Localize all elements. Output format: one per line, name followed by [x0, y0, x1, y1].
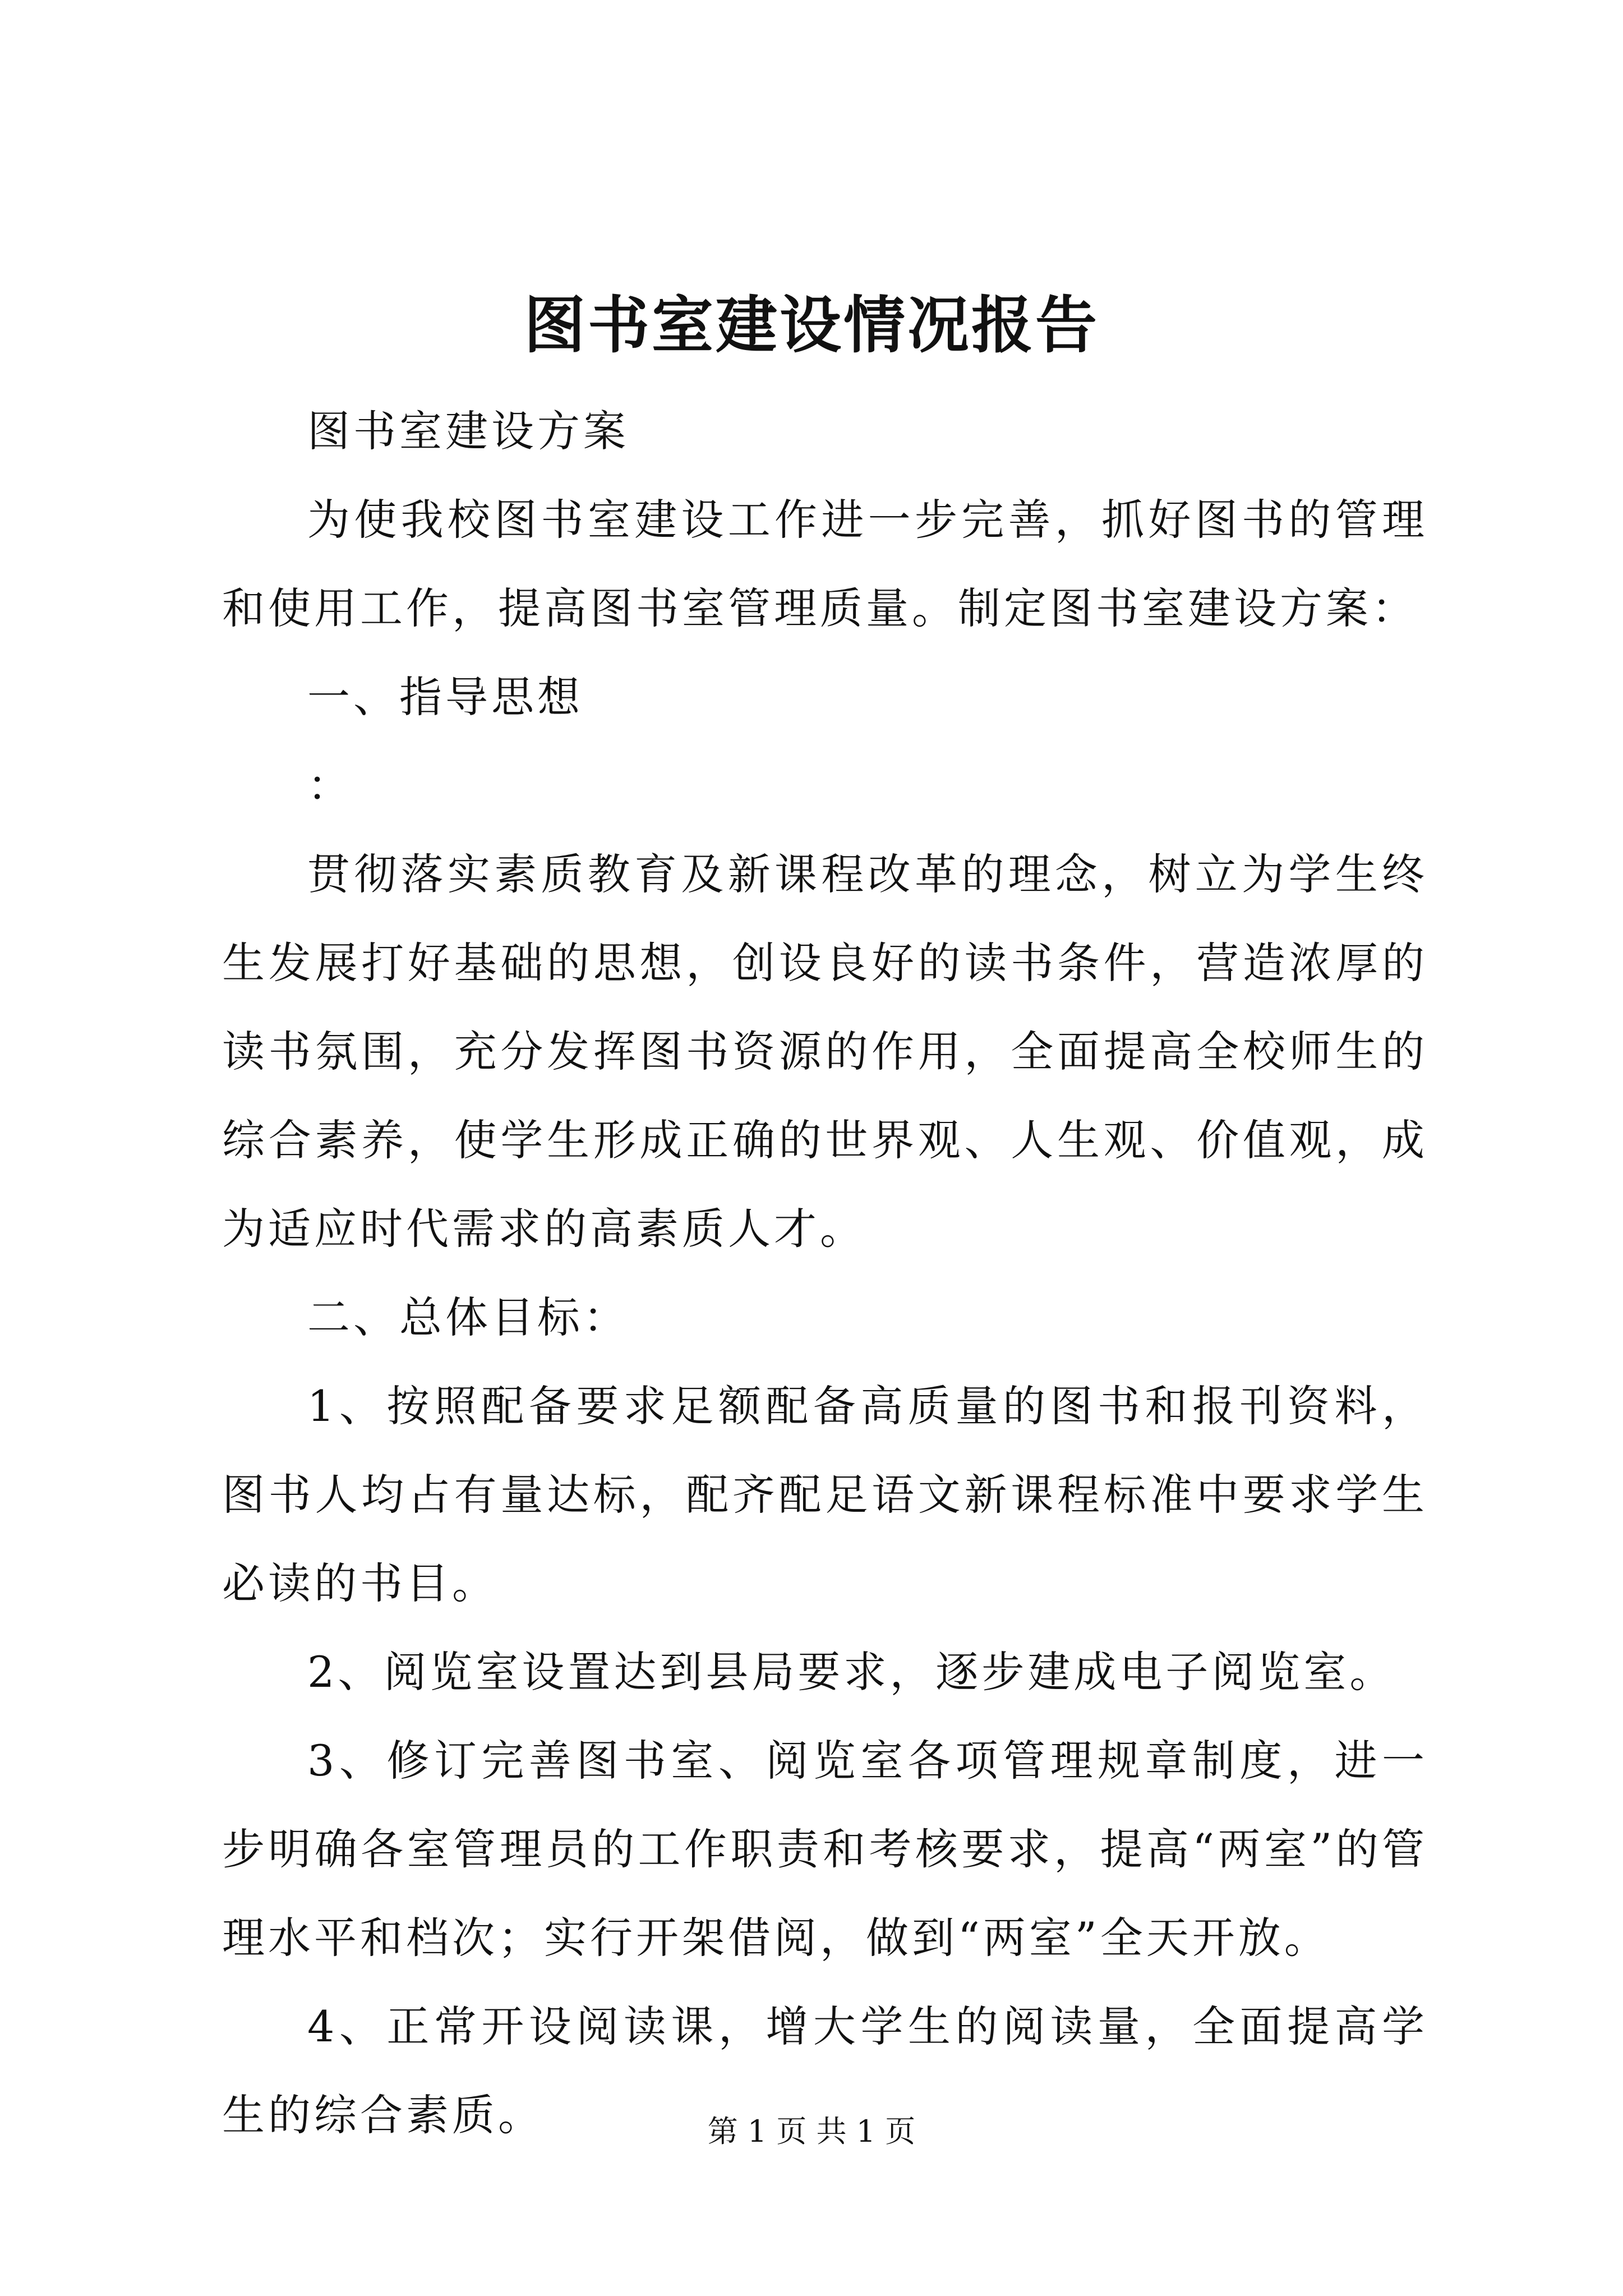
paragraph-guiding-thought: 贯彻落实素质教育及新课程改革的理念，树立为学生终生发展打好基础的思想，创设良好的读书条件，营造浓厚的读书氛围，充分发挥图书资源的作用，全面提高全校师生的综合素养，使学生形成正确的世界观、人生观、价值观，成为适应时代需求的高素质人才。	[222, 849, 1428, 1254]
paragraph-plan-heading: 图书室建设方案	[307, 406, 629, 456]
section-heading-guiding-thought: 一、指导思想	[307, 672, 583, 722]
paragraph-intro: 为使我校图书室建设工作进一步完善，抓好图书的管理和使用工作，提高图书室管理质量。制定图书室建设方案：	[222, 495, 1428, 633]
goal-item-1: 1、按照配备要求足额配备高质量的图书和报刊资料，图书人均占有量达标，配齐配足语文新课程标准中要求学生必读的书目。	[222, 1381, 1428, 1608]
paragraph-colon: ：	[307, 761, 353, 811]
goal-item-2: 2、阅览室设置达到县局要求，逐步建成电子阅览室。	[307, 1647, 1396, 1697]
document-body	[222, 387, 1428, 2160]
document-title: 图书室建设情况报告	[524, 289, 1099, 361]
goal-item-3: 3、修订完善图书室、阅览室各项管理规章制度，进一步明确各室管理员的工作职责和考核要求，提高“两室”的管理水平和档次；实行开架借阅，做到“两室”全天开放。	[222, 1736, 1428, 1963]
section-heading-overall-goals: 二、总体目标：	[307, 1292, 629, 1342]
page-footer: 第 1 页 共 1 页	[707, 2114, 916, 2149]
goal-item-4: 4、正常开设阅读课，增大学生的阅读量，全面提高学生的综合素质。	[222, 2001, 1428, 2140]
